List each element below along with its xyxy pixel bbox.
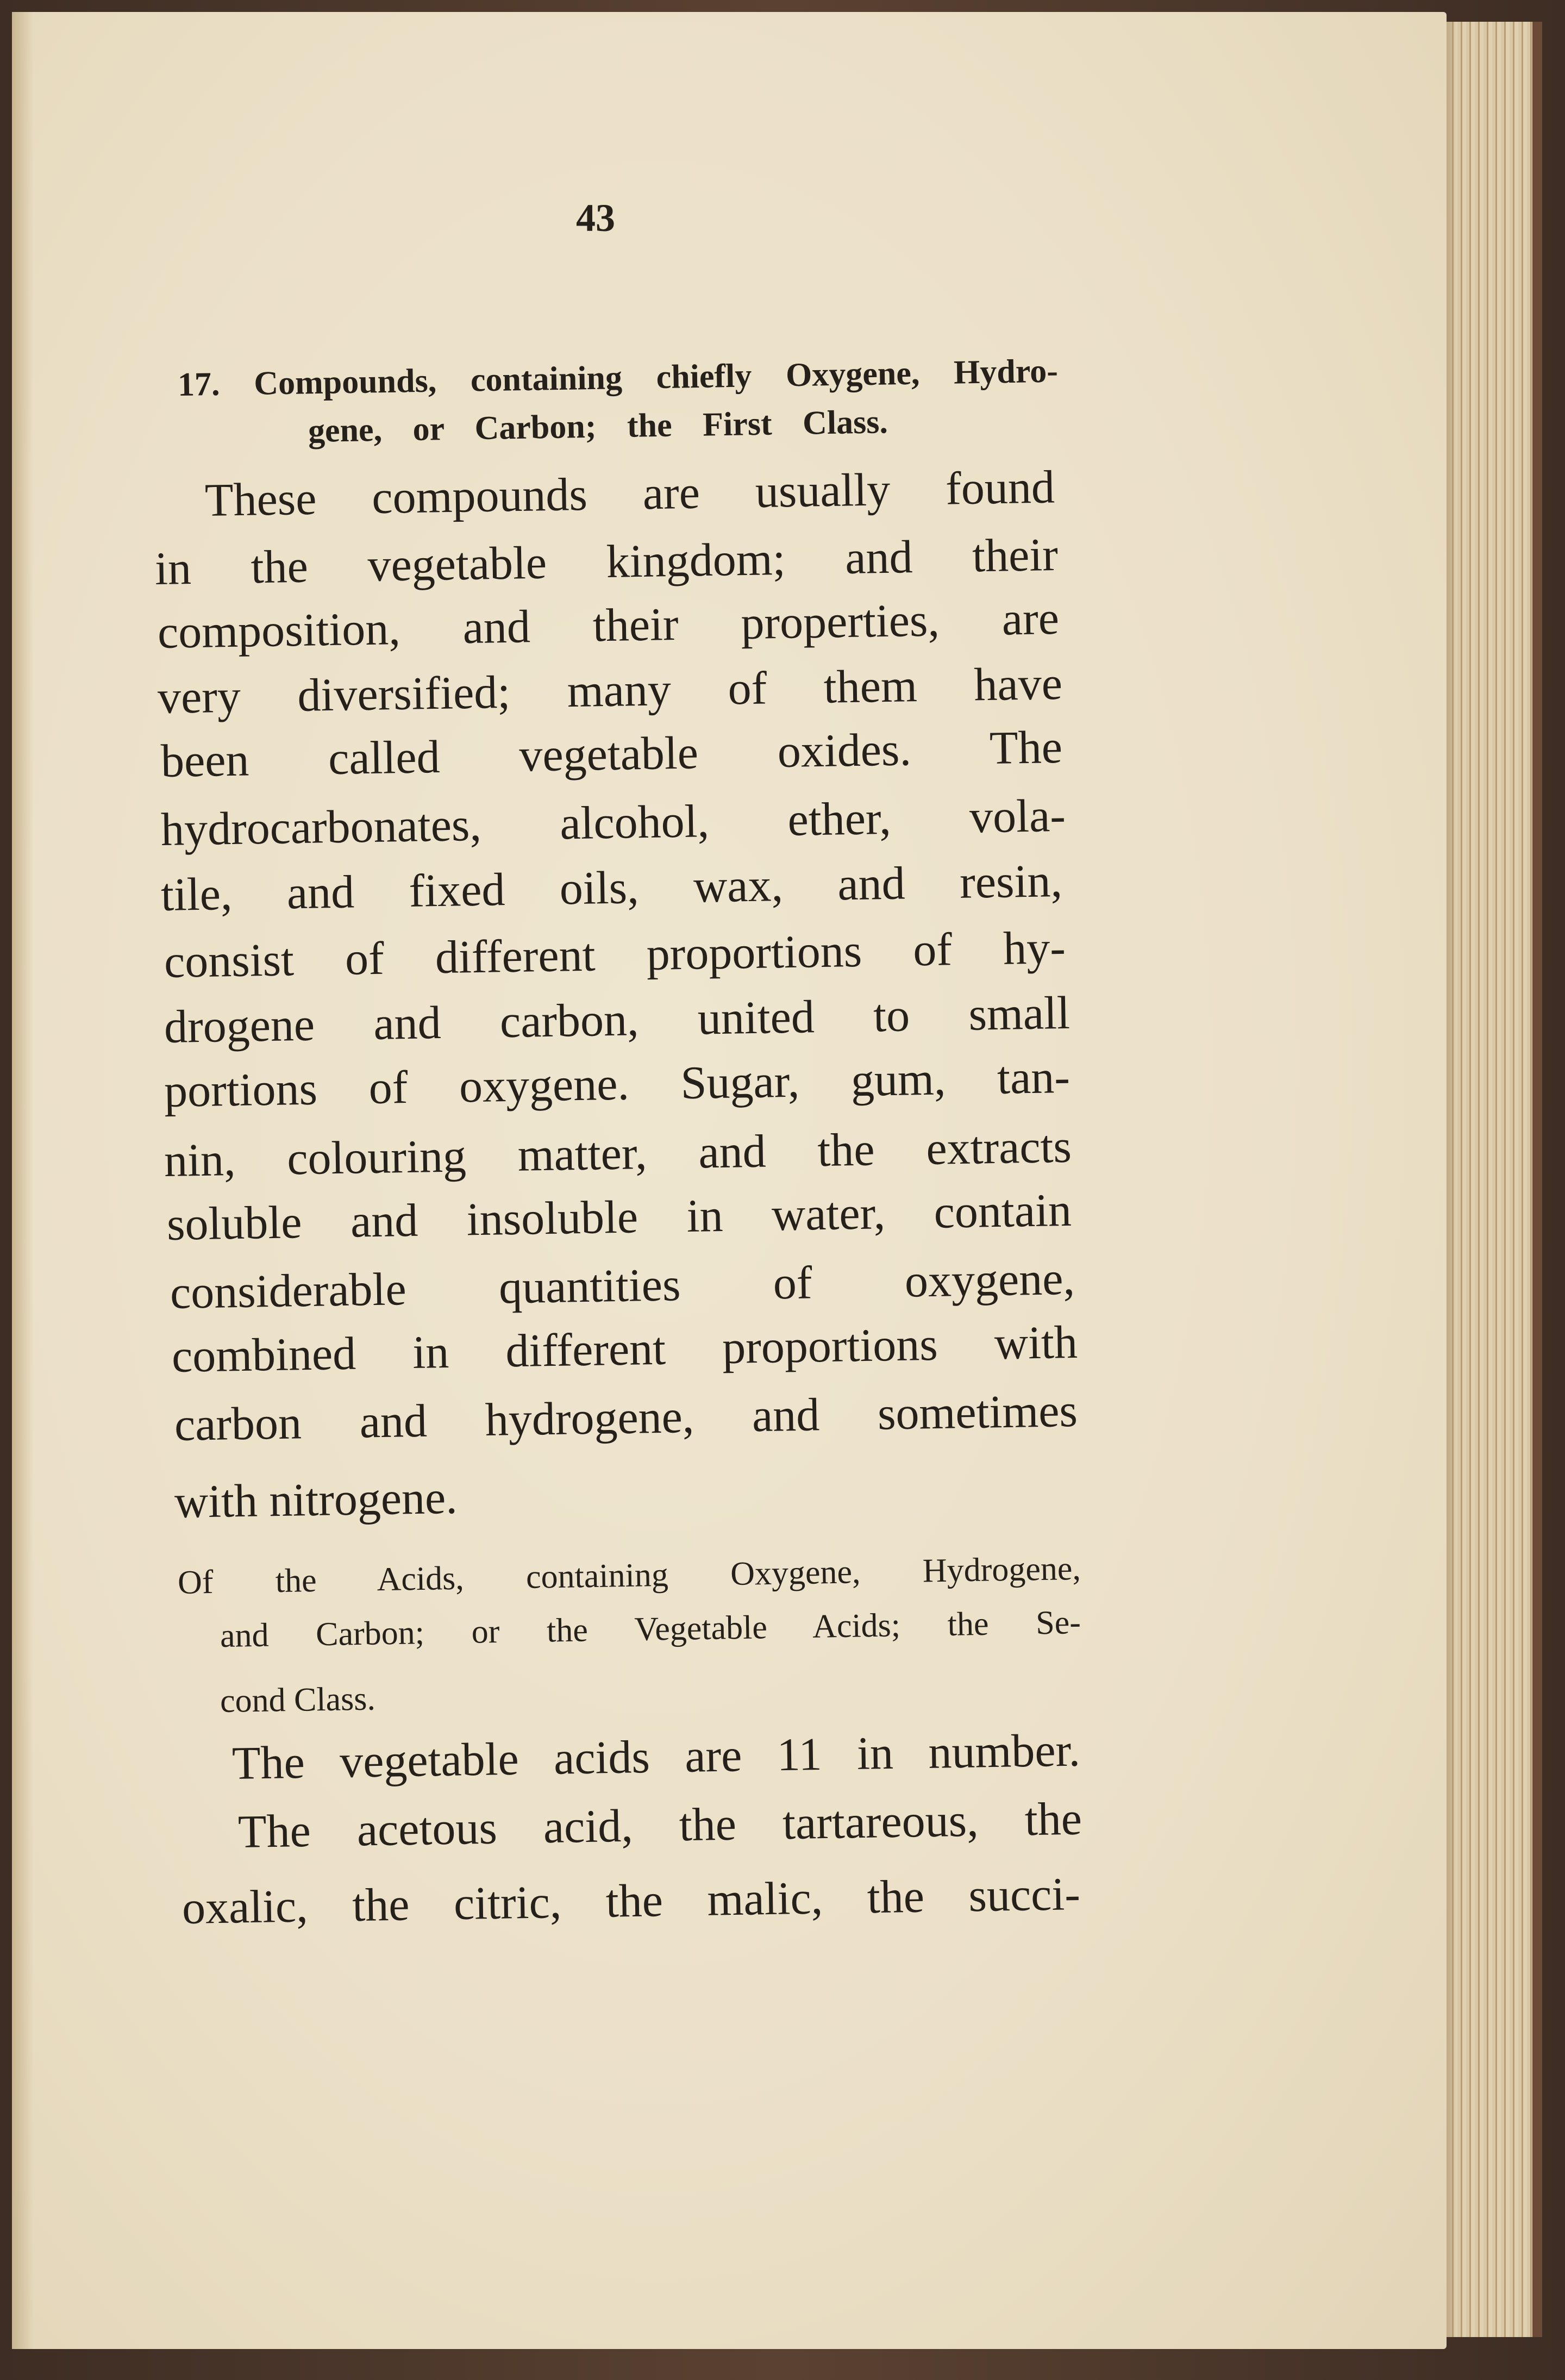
body-line: tile, and fixed oils, wax, and resin, xyxy=(160,854,1063,921)
body-line: These compounds are usually found xyxy=(204,460,1055,526)
body-line: been called vegetable oxides. The xyxy=(160,720,1063,787)
body-line: oxalic, the citric, the malic, the succi- xyxy=(181,1867,1081,1934)
body-line: composition, and their properties, are xyxy=(157,591,1060,658)
body-line: combined in different proportions with xyxy=(171,1315,1078,1382)
section-heading-line: cond Class. xyxy=(220,1680,376,1720)
body-line: consist of different proportions of hy- xyxy=(164,921,1066,988)
page-number: 43 xyxy=(576,196,615,240)
section-heading-line: gene, or Carbon; the First Class. xyxy=(308,403,888,449)
body-line: considerable quantities of oxygene, xyxy=(170,1252,1075,1319)
body-line: carbon and hydrogene, and sometimes xyxy=(174,1384,1078,1451)
body-line: soluble and insoluble in water, contain xyxy=(166,1183,1072,1250)
body-line: portions of oxygene. Sugar, gum, tan- xyxy=(164,1050,1071,1117)
body-line: very diversified; many of them have xyxy=(157,657,1063,723)
body-line: The acetous acid, the tartareous, the xyxy=(237,1792,1082,1858)
body-line: drogene and carbon, united to small xyxy=(164,986,1071,1053)
body-line: nin, colouring matter, and the extracts xyxy=(164,1120,1072,1186)
section-heading-line: 17. Compounds, containing chiefly Oxygene, Hydro- xyxy=(177,352,1059,403)
section-heading-line: Of the Acids, containing Oxygene, Hydrogene, xyxy=(177,1550,1081,1601)
body-line: with nitrogene. xyxy=(174,1471,458,1528)
body-line: in the vegetable kingdom; and their xyxy=(154,528,1059,595)
body-line: The vegetable acids are 11 in number. xyxy=(231,1723,1081,1789)
section-heading-line: and Carbon; or the Vegetable Acids; the Se- xyxy=(220,1604,1081,1654)
page-gutter xyxy=(12,12,34,2349)
body-line: hydrocarbonates, alcohol, ether, vola- xyxy=(160,789,1066,855)
